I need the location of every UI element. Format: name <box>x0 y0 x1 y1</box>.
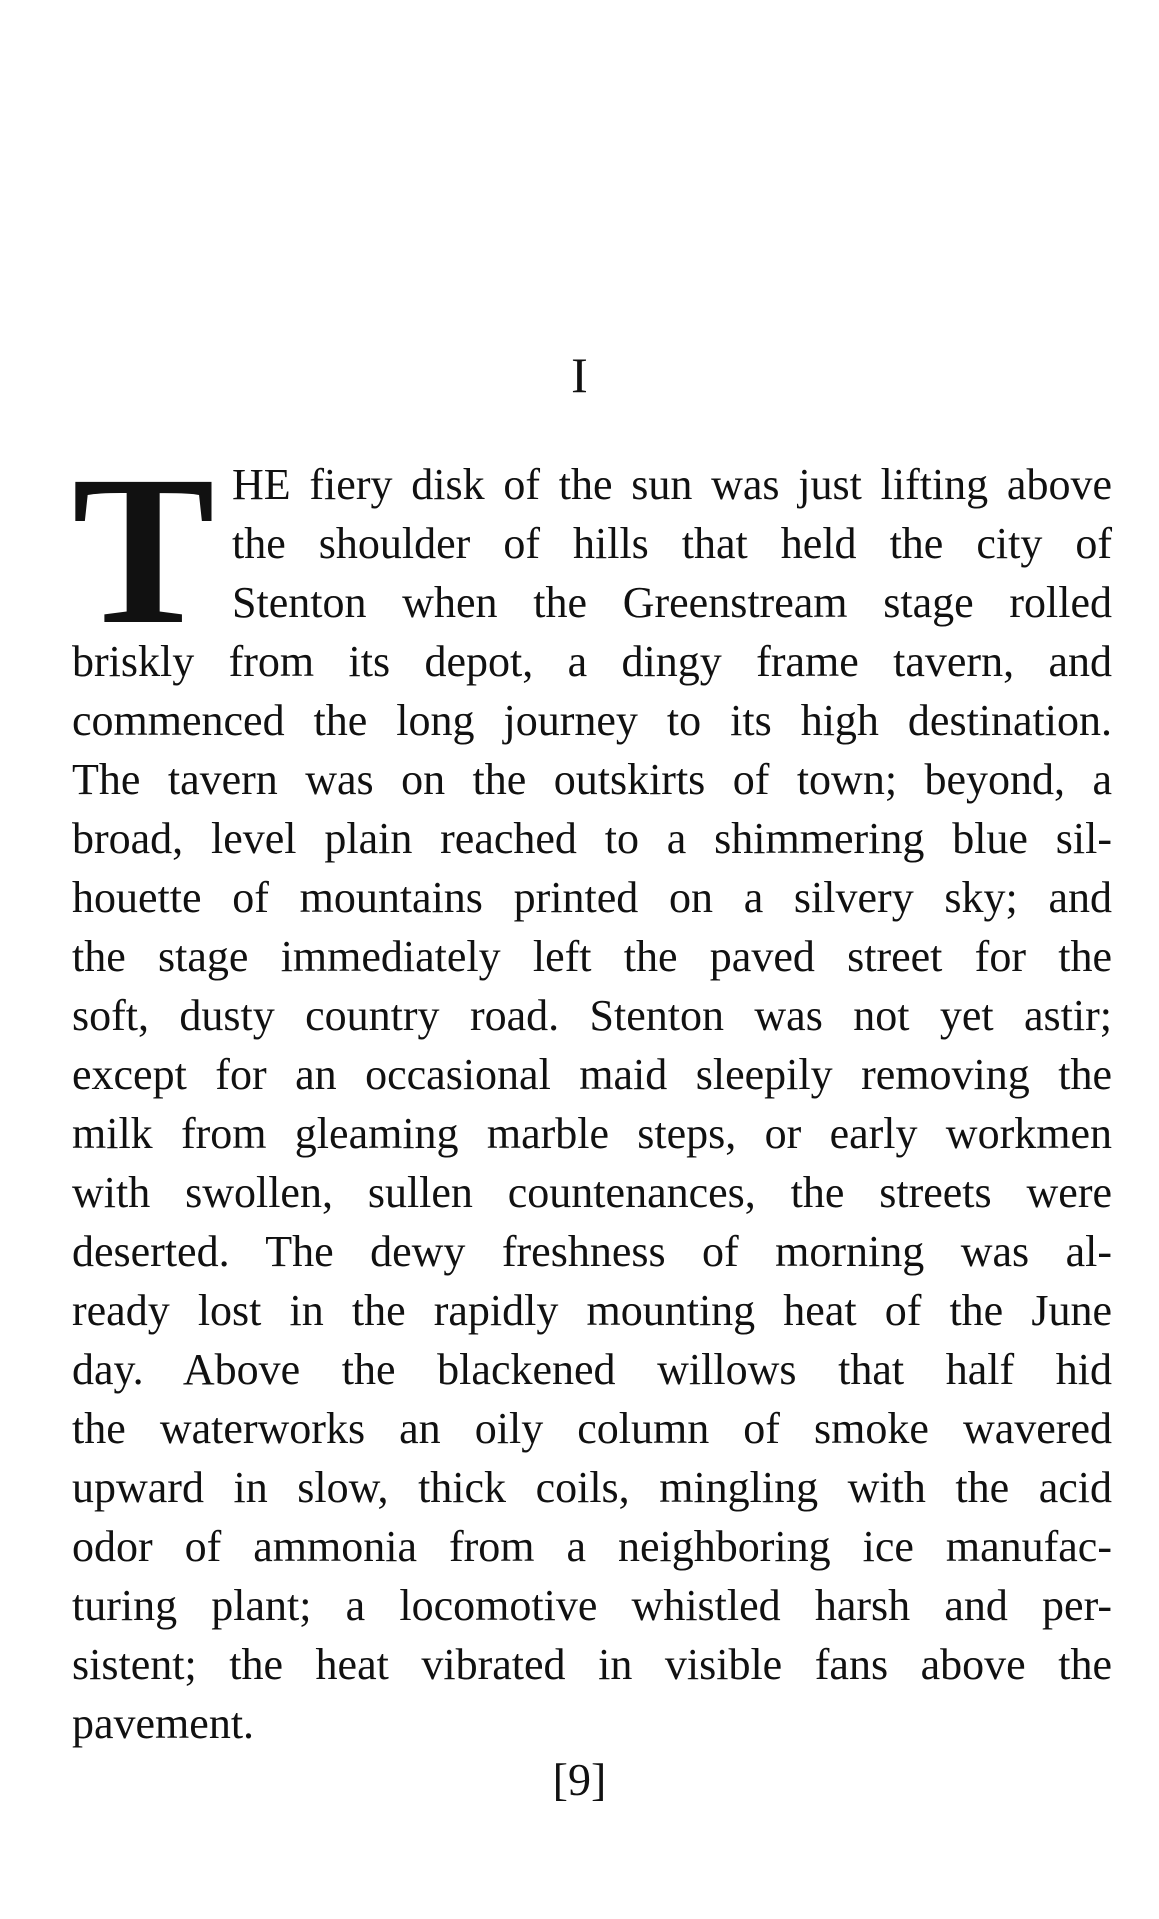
body-paragraph <box>72 432 1112 1753</box>
text-line: odor of ammonia from a neighboring ice manufac- <box>72 1522 1112 1571</box>
text-line: sistent; the heat vibrated in visible fans above the <box>72 1640 1112 1689</box>
chapter-number: I <box>571 347 588 403</box>
text-line: houette of mountains printed on a silvery sky; and <box>72 873 1112 922</box>
text-line: ready lost in the rapidly mounting heat of the June <box>72 1286 1112 1335</box>
text-line: with swollen, sullen countenances, the streets were <box>72 1168 1112 1217</box>
drop-cap-letter: T <box>72 432 215 669</box>
text-line: the stage immediately left the paved street for the <box>72 932 1112 981</box>
text-line: pavement. <box>72 1699 255 1748</box>
text-line: upward in slow, thick coils, mingling with the acid <box>72 1463 1112 1512</box>
text-line: deserted. The dewy freshness of morning was al- <box>72 1227 1112 1276</box>
text-line: Stenton when the Greenstream stage rolled <box>232 578 1112 627</box>
text-line: turing plant; a locomotive whistled harsh and per- <box>72 1581 1112 1630</box>
text-line: soft, dusty country road. Stenton was not yet astir; <box>72 991 1112 1040</box>
text-line: briskly from its depot, a dingy frame tavern, and <box>72 637 1112 686</box>
text-line: broad, level plain reached to a shimmering blue sil- <box>72 814 1112 863</box>
text-line: the shoulder of hills that held the city of <box>232 519 1112 568</box>
text-line: except for an occasional maid sleepily removing the <box>72 1050 1112 1099</box>
page-number: [9] <box>552 1754 607 1805</box>
text-line: day. Above the blackened willows that half hid <box>72 1345 1112 1394</box>
text-line: milk from gleaming marble steps, or early workmen <box>72 1109 1112 1158</box>
text-line: the waterworks an oily column of smoke wavered <box>72 1404 1112 1453</box>
text-line: commenced the long journey to its high destination. <box>72 696 1112 745</box>
text-line: HE fiery disk of the sun was just lifting above <box>232 460 1112 509</box>
text-line: The tavern was on the outskirts of town; beyond, a <box>72 755 1112 804</box>
